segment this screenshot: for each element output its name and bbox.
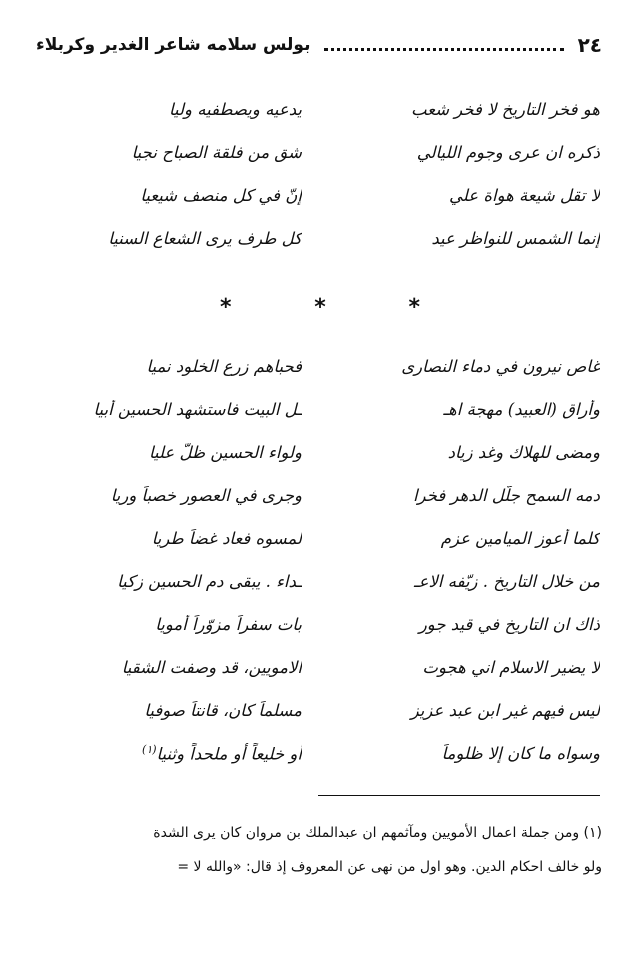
verse-second-hemistich: إنّ في كل منصف شيعيا — [140, 186, 302, 205]
running-title: بولس سلامه شاعر الغدير وكربلاء — [36, 35, 311, 55]
verse-first-hemistich: لا يضير الاسلام اني هجوت — [422, 658, 600, 677]
verse-row — [40, 732, 600, 775]
verse-first-hemistich: إنما الشمس للنواظر عيد — [431, 229, 600, 248]
separator-star: * — [220, 294, 232, 320]
verse-row — [40, 603, 600, 646]
verse-second-hemistich — [40, 743, 302, 764]
verse-first-hemistich: هو فخر التاريخ لا فخر شعب — [411, 100, 600, 119]
poem-stanza-1 — [40, 88, 600, 260]
verse-row — [40, 345, 600, 388]
verse-second-hemistich: ـل البيت فاستشهد الحسين أبيا — [93, 400, 302, 419]
footnote-marker: (١) — [142, 743, 157, 757]
verse-second-hemistich: لمسوه فعاد غضاً طريا — [151, 529, 302, 548]
verse-row — [40, 217, 600, 260]
footnote-line: ولو خالف احكام الدين. وهو اول من نهى عن المعروف إذ قال: «والله لا = — [177, 859, 602, 875]
verse-second-hemistich: ـداء . يبقى دم الحسين زكيا — [117, 572, 302, 591]
verse-row — [40, 689, 600, 732]
verse-row — [40, 388, 600, 431]
verse-first-hemistich: ذاك ان التاريخ في قيد جور — [418, 615, 600, 634]
verse-first-hemistich: ومضى للهلاك وغد زياد — [447, 443, 600, 462]
verse-second-hemistich: كل طرف يرى الشعاع السنيا — [108, 229, 302, 248]
verse-second-hemistich: يدعيه ويصطفيه وليا — [169, 100, 302, 119]
verse-second-hemistich: وجرى في العصور خصباً وريا — [110, 486, 302, 505]
page-number: ٢٤ — [577, 33, 602, 57]
verse-second-hemistich: فحباهم زرع الخلود نميا — [146, 357, 302, 376]
verse-first-hemistich: دمه السمح جلّل الدهر فخرا — [413, 486, 600, 505]
page-header — [36, 30, 602, 60]
verse-row — [40, 131, 600, 174]
verse-text: أو خليعاً أو ملحداً وثنيا — [156, 744, 302, 764]
verse-first-hemistich: من خلال التاريخ . زيّفه الاعـ — [413, 572, 600, 591]
verse-second-hemistich: مسلماً كان، قانتاً صوفيا — [144, 701, 302, 720]
verse-row — [40, 174, 600, 217]
poem-stanza-2 — [40, 345, 600, 775]
verse-second-hemistich: ولواء الحسين ظلّ عليا — [148, 443, 302, 462]
verse-first-hemistich: وسواه ما كان إلا ظلوماً — [441, 744, 600, 763]
verse-first-hemistich: ليس فيهم غير ابن عبد عزيز — [410, 701, 600, 720]
verse-row — [40, 431, 600, 474]
verse-second-hemistich: بات سفراً مزوّراً أمويا — [155, 615, 302, 634]
footnotes — [40, 816, 602, 884]
verse-row — [40, 517, 600, 560]
section-separator — [220, 292, 420, 322]
verse-first-hemistich: وأراق (العبيد) مهجة اهـ — [443, 400, 600, 419]
separator-star: * — [408, 294, 420, 320]
verse-first-hemistich: ذكره ان عرى وجوم الليالي — [416, 143, 600, 162]
verse-row — [40, 646, 600, 689]
footnote-divider — [318, 795, 600, 796]
verse-row — [40, 474, 600, 517]
verse-first-hemistich: غاص نيرون في دماء النصارى — [401, 357, 600, 376]
verse-first-hemistich: لا تقل شيعة هواة علي — [449, 186, 600, 205]
separator-star: * — [314, 294, 326, 320]
verse-row — [40, 88, 600, 131]
header-dotted-leader — [324, 48, 563, 51]
verse-second-hemistich: الامويين، قد وصفت الشقيا — [121, 658, 302, 677]
verse-second-hemistich: شق من فلقة الصباح نجيا — [131, 143, 302, 162]
footnote-line: (١) ومن جملة اعمال الأمويين ومآثمهم ان عبدالملك بن مروان كان يرى الشدة — [153, 825, 602, 841]
verse-first-hemistich: كلما أعوز الميامين عزم — [440, 529, 600, 548]
verse-row — [40, 560, 600, 603]
